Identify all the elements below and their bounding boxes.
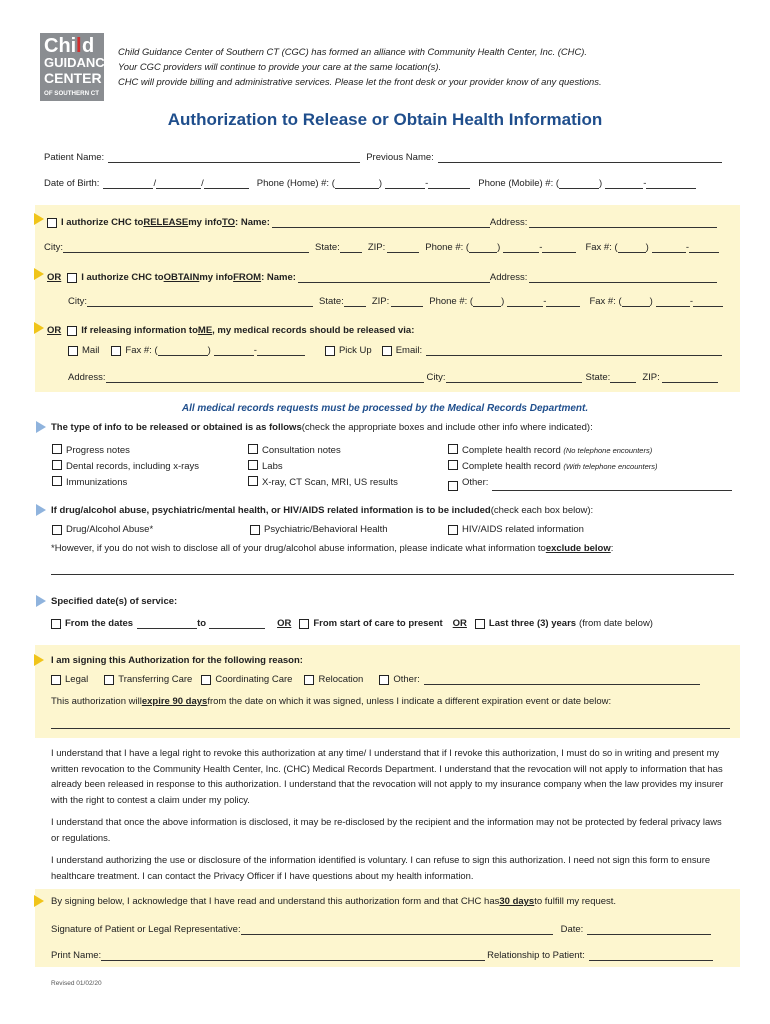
release-fax-area-field[interactable] [618, 241, 646, 253]
svg-text:d: d [82, 35, 95, 57]
release-fax-prefix-field[interactable] [652, 241, 686, 253]
pickup-checkbox[interactable] [325, 346, 335, 356]
page-title: Authorization to Release or Obtain Health Information [167, 110, 603, 129]
exclude-info-field[interactable] [51, 563, 734, 575]
print-name-row: Print Name: Relationship to Patient: [51, 949, 713, 961]
patient-name-row: Patient Name: Previous Name: [44, 151, 722, 163]
home-phone-line-field[interactable] [428, 177, 470, 189]
dob-year-field[interactable] [204, 177, 249, 189]
labs-option[interactable]: Labs [248, 459, 398, 475]
me-fax-area-field[interactable] [158, 344, 208, 356]
svg-text:OF SOUTHERN CT: OF SOUTHERN CT [44, 90, 99, 97]
other-info-option[interactable]: Other: [448, 475, 732, 491]
dental-records-option[interactable]: Dental records, including x-rays [52, 459, 199, 475]
me-fax-prefix-field[interactable] [214, 344, 254, 356]
release-checkbox[interactable] [47, 218, 57, 228]
home-phone-prefix-field[interactable] [385, 177, 425, 189]
section-arrow-icon [34, 654, 44, 666]
voluntary-paragraph: I understand authorizing the use or disclosure of the information identified is voluntary. I can refuse to sign this authorization. I need not sign this form to ensure healthcare treatment. I can contact the Privacy Officer if I have questions about my health information. [51, 854, 711, 881]
sensitive-heading: If drug/alcohol abuse, psychiatric/mental health, or HIV/AIDS related information is to be included (check each box below): [51, 505, 594, 516]
dates-row: From the dates to OR From start of care to present OR Last three (3) years (from date below) [51, 617, 653, 629]
release-address-field[interactable] [529, 216, 717, 228]
mobile-phone-area-field[interactable] [559, 177, 599, 189]
obtain-phone-area-field[interactable] [473, 295, 501, 307]
me-email-field[interactable] [426, 344, 722, 356]
obtain-city-field[interactable] [87, 295, 313, 307]
other-info-field[interactable] [492, 479, 732, 491]
obtain-fax-area-field[interactable] [622, 295, 650, 307]
email-checkbox[interactable] [382, 346, 392, 356]
immunizations-option[interactable]: Immunizations [52, 475, 199, 491]
obtain-city-row: City: State: ZIP: Phone #: ( ) - Fax #: ( ) - [68, 295, 723, 307]
release-phone-line-field[interactable] [542, 241, 576, 253]
section-arrow-icon [34, 322, 44, 334]
info-type-col3 [448, 443, 732, 491]
release-city-row: City: State: ZIP: Phone #: ( ) - Fax #: ( ) - [44, 241, 719, 253]
mail-checkbox[interactable] [68, 346, 78, 356]
imaging-option[interactable]: X-ray, CT Scan, MRI, US results [248, 475, 398, 491]
start-of-care-checkbox[interactable] [299, 619, 309, 629]
labs-checkbox[interactable] [248, 460, 258, 470]
dob-month-field[interactable] [103, 177, 153, 189]
sensitive-options-row: Drug/Alcohol Abuse* [52, 524, 153, 535]
obtain-name-field[interactable] [298, 271, 490, 283]
me-city-field[interactable] [446, 371, 582, 383]
progress-notes-checkbox[interactable] [52, 444, 62, 454]
relationship-field[interactable] [589, 949, 713, 961]
immunizations-checkbox[interactable] [52, 476, 62, 486]
obtain-fax-line-field[interactable] [693, 295, 723, 307]
mobile-phone-line-field[interactable] [646, 177, 696, 189]
obtain-fax-prefix-field[interactable] [656, 295, 690, 307]
release-state-field[interactable] [340, 241, 362, 253]
hiv-aids-checkbox[interactable] [448, 525, 458, 535]
obtain-state-field[interactable] [344, 295, 366, 307]
imaging-checkbox[interactable] [248, 476, 258, 486]
revocation-paragraph: I understand that I have a legal right to revoke this authorization at any time/ I understand that if I revoke this authorization, I must do so in writing and present my written revocation to the Community Health Center, Inc. (CHC) Medical Records Department. I understand that the revocation will not apply to information that has already been released in response to this authorization. I understand that the revocation will not apply to my insurance company when the law provides my insurer with the right to contest a claim under my policy. [51, 747, 724, 805]
section-arrow-icon [34, 213, 44, 225]
consultation-notes-checkbox[interactable] [248, 444, 258, 454]
reason-options-row: Legal Transferring Care Coordinating Care Relocation Other: [51, 673, 700, 685]
section-arrow-icon [36, 421, 46, 433]
svg-text:CENTER: CENTER [44, 70, 102, 86]
section-arrow-icon [36, 595, 46, 607]
svg-text:GUIDANCE: GUIDANCE [44, 55, 114, 70]
release-fax-line-field[interactable] [689, 241, 719, 253]
print-name-field[interactable] [101, 949, 485, 961]
info-type-col2 [248, 443, 398, 491]
fax-checkbox[interactable] [111, 346, 121, 356]
dob-day-field[interactable] [156, 177, 201, 189]
section-arrow-icon [34, 268, 44, 280]
redisclosure-paragraph: I understand that once the above information is disclosed, it may be re-disclosed by the recipient and the information may not be protected by federal privacy laws or regulations. [51, 816, 722, 843]
section-arrow-icon [34, 895, 44, 907]
me-address-row: Address: City: State: ZIP: [68, 371, 718, 383]
other-reason-field[interactable] [424, 673, 700, 685]
obtain-row: OR I authorize CHC to OBTAIN my info FROM : Name: Address: [47, 271, 717, 283]
complete-record-no-phone-checkbox[interactable] [448, 444, 458, 454]
release-to-me-checkbox[interactable] [67, 326, 77, 336]
acknowledgement-text: By signing below, I acknowledge that I have read and understand this authorization form and that CHC has 30 days to fulfill my request. [51, 896, 617, 907]
progress-notes-option[interactable]: Progress notes [52, 443, 199, 459]
svg-text:Chi: Chi [44, 35, 77, 57]
legal-checkbox[interactable] [51, 675, 61, 685]
complete-record-with-phone-option[interactable]: Complete health record (With telephone encounters) [448, 459, 732, 475]
transferring-care-checkbox[interactable] [104, 675, 114, 685]
expiration-field[interactable] [51, 717, 730, 729]
obtain-address-field[interactable] [529, 271, 717, 283]
dental-records-checkbox[interactable] [52, 460, 62, 470]
relocation-checkbox[interactable] [304, 675, 314, 685]
me-address-field[interactable] [106, 371, 424, 383]
mobile-phone-prefix-field[interactable] [605, 177, 643, 189]
however-note: *However, if you do not wish to disclose all of your drug/alcohol abuse information, please indicate what information to exclude below : [51, 543, 614, 554]
release-row: I authorize CHC to RELEASE my info TO : Name: Address: [47, 216, 717, 228]
revised-date: Revised 01/02/20 [51, 980, 102, 987]
me-state-field[interactable] [610, 371, 636, 383]
me-fax-line-field[interactable] [257, 344, 305, 356]
reason-heading: I am signing this Authorization for the following reason: [51, 655, 303, 666]
dates-heading: Specified date(s) of service: [51, 596, 178, 607]
release-name-field[interactable] [272, 216, 490, 228]
complete-record-no-phone-option[interactable]: Complete health record (No telephone encounters) [448, 443, 732, 459]
intro-text: Child Guidance Center of Southern CT (CGC) has formed an alliance with Community Health Center, Inc. (CHC). Your CGC providers will continue to provide your care at the same location(s). CHC will provide billing and administrative services. Please let the front desk or your provider know of any questions. [118, 46, 602, 87]
complete-record-with-phone-checkbox[interactable] [448, 460, 458, 470]
delivery-method-row: Mail Fax #: ( ) - Pick Up Email: [68, 344, 722, 356]
last-three-years-checkbox[interactable] [475, 619, 485, 629]
info-type-heading: The type of info to be released or obtained is as follows (check the appropriate boxes and include other info where indicated): [51, 422, 593, 433]
section-arrow-icon [36, 504, 46, 516]
previous-name-field[interactable] [438, 151, 722, 163]
release-city-field[interactable] [63, 241, 309, 253]
obtain-phone-prefix-field[interactable] [507, 295, 543, 307]
info-type-col1 [52, 443, 199, 491]
other-info-checkbox[interactable] [448, 481, 458, 491]
hiv-option: HIV/AIDS related information [448, 524, 584, 535]
me-zip-field[interactable] [662, 371, 718, 383]
drug-alcohol-checkbox[interactable] [52, 525, 62, 535]
me-row: OR If releasing information to ME , my medical records should be released via: [47, 325, 415, 336]
signature-date-field[interactable] [587, 923, 711, 935]
release-phone-area-field[interactable] [469, 241, 497, 253]
obtain-zip-field[interactable] [391, 295, 423, 307]
dob-row: Date of Birth: / / Phone (Home) #: ( ) - Phone (Mobile) #: ( ) - [44, 177, 696, 189]
obtain-phone-line-field[interactable] [546, 295, 580, 307]
psychiatric-checkbox[interactable] [250, 525, 260, 535]
consultation-notes-option[interactable]: Consultation notes [248, 443, 398, 459]
date-to-field[interactable] [209, 617, 265, 629]
obtain-checkbox[interactable] [67, 273, 77, 283]
coordinating-care-checkbox[interactable] [201, 675, 211, 685]
other-reason-checkbox[interactable] [379, 675, 389, 685]
release-zip-field[interactable] [387, 241, 419, 253]
signature-field[interactable] [241, 923, 553, 935]
signature-row: Signature of Patient or Legal Representative: Date: [51, 923, 711, 935]
patient-name-field[interactable] [108, 151, 360, 163]
expiration-note: This authorization will expire 90 days from the date on which it was signed, unless I indicate a different expiration event or date below: [51, 696, 612, 707]
psychiatric-option: Psychiatric/Behavioral Health [250, 524, 388, 535]
date-from-field[interactable] [137, 617, 197, 629]
cgc-logo [40, 33, 114, 101]
release-phone-prefix-field[interactable] [503, 241, 539, 253]
home-phone-area-field[interactable] [335, 177, 379, 189]
svg-text:l: l [76, 35, 82, 57]
date-range-checkbox[interactable] [51, 619, 61, 629]
medical-records-notice: All medical records requests must be processed by the Medical Records Department. [181, 403, 589, 414]
